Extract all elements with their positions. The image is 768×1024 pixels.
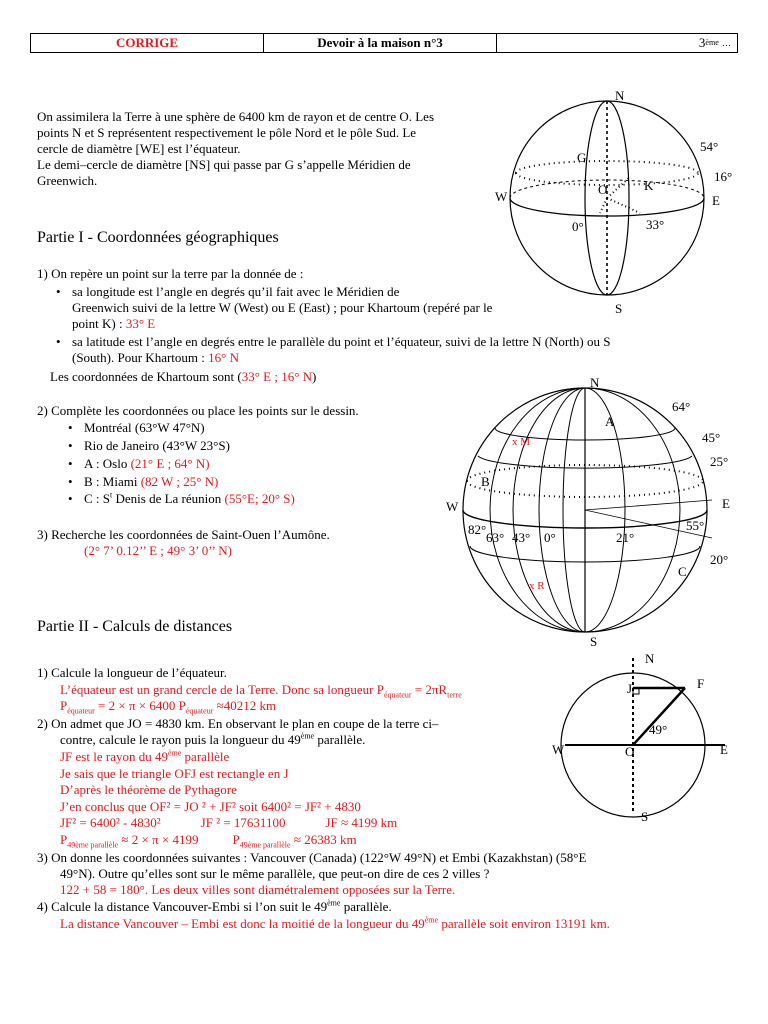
label-0: 0° [544, 530, 556, 545]
part1-b1b: Greenwich suivi de la lettre W (West) ou E (East) ; pour Khartoum (repéré par le [72, 300, 493, 315]
label-o: O [598, 182, 608, 197]
radius-g [600, 198, 607, 213]
city-rio: • Rio de Janeiro (43°W 23°S) [84, 438, 230, 453]
label-21: 21° [616, 530, 635, 545]
label-49: 49° [649, 722, 668, 737]
part1-b1c: point K) : 33° E [72, 316, 156, 331]
part2-title: Partie II - Calculs de distances [37, 618, 233, 635]
intro-line: Greenwich. [37, 173, 98, 188]
label-f: F [697, 676, 705, 691]
label-s: S [590, 634, 598, 649]
label-a: A [605, 414, 615, 429]
label-82: 82° [468, 522, 487, 537]
header-box [30, 33, 738, 53]
label-25: 25° [710, 454, 729, 469]
globe-figure-2 [440, 370, 760, 655]
equator-front [510, 198, 704, 216]
label-s: S [641, 809, 649, 824]
part2-q2b: contre, calcule le rayon puis la longueur du 49ème parallèle. [60, 731, 366, 747]
label-n: N [615, 88, 625, 103]
part1-b2a: • sa latitude est l’angle en degrés entre le parallèle du point et l’équateur, suivi de la lettre N (North) ou S [72, 334, 610, 349]
label-e: E [720, 742, 728, 757]
part1-title: Partie I - Coordonnées géographiques [37, 229, 279, 246]
part2-a2e: JF² = 6400² - 4830² JF ² = 17631100 JF ≈ 4199 km [60, 815, 398, 830]
label-b: B [481, 474, 490, 489]
label-w: W [552, 742, 565, 757]
meridian [585, 388, 680, 632]
label-n: N [590, 375, 600, 390]
part2-a1a: L’équateur est un grand cercle de la Terre. Donc sa longueur $P_{équateur} = 2\pi R_{terre}$ [60, 682, 462, 700]
meridian [513, 388, 585, 632]
corrige-label: CORRIGE [31, 34, 264, 52]
class-label: 3 ème … [698, 35, 731, 50]
label-w: W [495, 189, 508, 204]
part2-a2b: Je sais que le triangle OFJ est rectangle en J [60, 766, 289, 781]
part1-coords: Les coordonnées de Khartoum sont (33° E ; 16° N) [50, 369, 317, 384]
part2-a2f: $P_{49ème parallèle} \approx 2 \times \pi \times 4199$ $P_{49ème parallèle} \approx 26383$ km [60, 832, 357, 850]
city-stdenis: • C : $S^t$ Denis de La réunion (55°E; 20° S) [84, 491, 295, 506]
label-16: 16° [714, 169, 733, 184]
label-0: 0° [572, 219, 584, 234]
label-o: O [625, 744, 635, 759]
part2-q4: 4) Calcule la distance Vancouver-Embi si l’on suit le 49ème parallèle. [37, 898, 392, 914]
label-e: E [722, 496, 730, 511]
part1-b1a: • sa longitude est l’angle en degrés qu’il fait avec le Méridien de [72, 284, 399, 299]
part1-b2b: (South). Pour Khartoum : 16° N [72, 350, 239, 365]
label-n: N [645, 651, 655, 666]
label-45: 45° [702, 430, 721, 445]
city-oslo: • A : Oslo (21° E ; 64° N) [84, 456, 210, 471]
point-montreal: x M [512, 436, 531, 448]
part2-q3b: 49°N). Outre qu’elles sont sur le même parallèle, que peut-on dire de ces 2 villes ? [60, 866, 490, 881]
ray [585, 500, 712, 510]
label-54: 54° [700, 139, 719, 154]
intro-line: cercle de diamètre [WE] est l’équateur. [37, 141, 241, 156]
label-33: 33° [646, 217, 665, 232]
homework-title: Devoir à la maison n°3 [264, 34, 497, 52]
label-g: G [577, 150, 587, 165]
part2-a4: La distance Vancouver – Embi est donc la moitié de la longueur du 49ème parallèle soit environ 13191 km. [60, 915, 610, 931]
part2-q3a: 3) On donne les coordonnées suivantes : Vancouver (Canada) (122°W 49°N) et Embi (Kazakhstan) (58°E [37, 850, 587, 865]
meridian [539, 388, 585, 632]
label-w: W [446, 499, 459, 514]
label-64: 64° [672, 399, 691, 414]
label-c: C [678, 564, 687, 579]
label-e: E [712, 193, 720, 208]
part2-q2a: 2) On admet que JO = 4830 km. En observant le plan en coupe de la terre ci– [37, 716, 439, 731]
part2-a2a: JF est le rayon du 49ème parallèle [60, 748, 230, 764]
city-miami: • B : Miami (82 W ; 25° N) [84, 474, 218, 489]
intro-line: Le demi–cercle de diamètre [NS] qui passe par G s’appelle Méridien de [37, 157, 411, 172]
point-rio: x R [529, 580, 545, 592]
label-20: 20° [710, 552, 729, 567]
label-k: K [644, 178, 654, 193]
label-55: 55° [686, 518, 705, 533]
label-43: 43° [512, 530, 531, 545]
part2-a3: 122 + 58 = 180°. Les deux villes sont diamétralement opposées sur la Terre. [60, 882, 456, 897]
label-j: J [627, 681, 633, 696]
part2-q1: 1) Calcule la longueur de l’équateur. [37, 665, 227, 680]
part1-q3-answer: (2° 7’ 0.12’’ E ; 49° 3’ 0’’ N) [84, 543, 232, 558]
city-montreal: • Montréal (63°W 47°N) [84, 420, 205, 435]
meridian [563, 388, 585, 632]
label-63: 63° [486, 530, 505, 545]
part1-q3: 3) Recherche les coordonnées de Saint-Ouen l’Aumône. [37, 527, 330, 542]
intro-line: On assimilera la Terre à une sphère de 6400 km de rayon et de centre O. Les [37, 109, 435, 124]
part1-q1: 1) On repère un point sur la terre par la donnée de : [37, 266, 304, 281]
intro-line: points N et S représentent respectivement le pôle Nord et le pôle Sud. Le [37, 125, 417, 140]
globe-figure-1 [490, 85, 750, 320]
label-s: S [615, 301, 623, 316]
radius-k [607, 198, 640, 213]
part2-a2c: D’après le théorème de Pythagore [60, 782, 237, 797]
part2-a1b: $P_{équateur} = 2 \times \pi \times 6400$ $P_{équateur} \approx 40212$ km [60, 698, 277, 716]
meridian [490, 388, 585, 632]
cross-section-figure [545, 648, 755, 826]
part2-a2d: J’en conclus que OF² = JO ² + JF² soit 6400² = JF² + 4830 [60, 799, 361, 814]
part1-q2: 2) Complète les coordonnées ou place les points sur le dessin. [37, 403, 359, 418]
